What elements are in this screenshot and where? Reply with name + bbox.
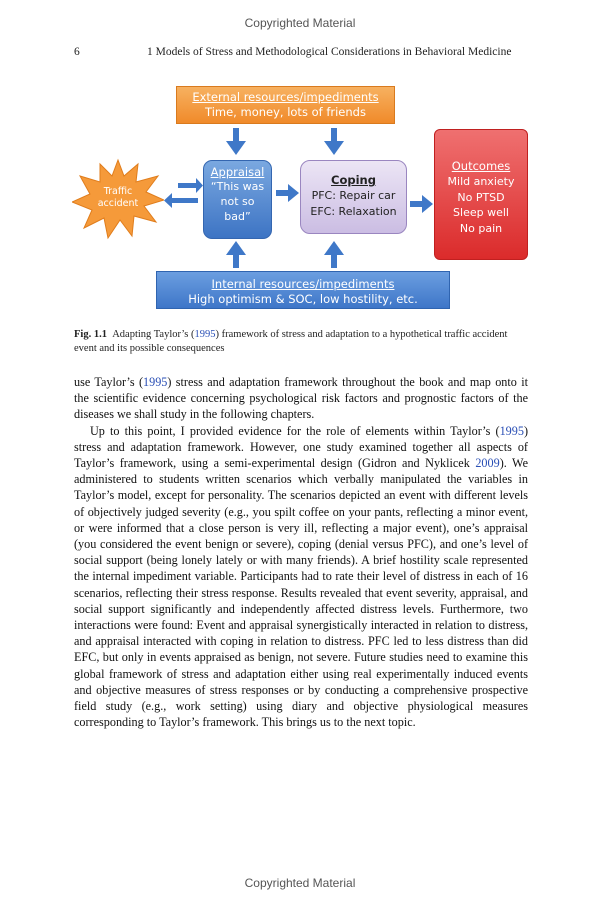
arrow-appraisal-to-coping-head bbox=[288, 184, 299, 202]
external-resources-title: External resources/impediments bbox=[192, 90, 379, 104]
citation-link[interactable]: 2009 bbox=[475, 456, 500, 471]
outcome-item: No pain bbox=[459, 221, 503, 235]
internal-resources-text: High optimism & SOC, low hostility, etc. bbox=[188, 292, 418, 306]
appraisal-line: not so bbox=[220, 195, 255, 208]
arrow-ext-to-coping-head bbox=[324, 141, 344, 155]
figure-1-1 bbox=[0, 80, 600, 320]
copyright-watermark-top: Copyrighted Material bbox=[244, 16, 356, 30]
arrow-ext-to-appraisal-head bbox=[226, 141, 246, 155]
arrow-coping-to-outcomes-head bbox=[422, 195, 433, 213]
citation-link[interactable]: 1995 bbox=[194, 329, 216, 340]
internal-resources-box bbox=[156, 271, 450, 309]
outcomes-title: Outcomes bbox=[451, 159, 511, 173]
citation-link[interactable]: 1995 bbox=[143, 375, 168, 389]
traffic-accident-label: Traffic accident bbox=[97, 186, 139, 209]
appraisal-line: “This was bbox=[210, 180, 265, 193]
internal-resources-title: Internal resources/impediments bbox=[211, 277, 395, 291]
citation-link[interactable]: 1995 bbox=[499, 423, 524, 438]
external-resources-text: Time, money, lots of friends bbox=[205, 105, 366, 119]
coping-line: EFC: Relaxation bbox=[310, 205, 397, 218]
chapter-title: 1 Models of Stress and Methodological Considerations in Behavioral Medicine bbox=[147, 46, 512, 58]
outcome-item: Mild anxiety bbox=[447, 175, 515, 188]
page-number: 6 bbox=[74, 46, 80, 58]
outcomes-box bbox=[434, 129, 528, 260]
arrow-accident-to-appraisal-head bbox=[196, 178, 203, 193]
external-resources-box bbox=[176, 86, 395, 124]
coping-title: Coping bbox=[331, 173, 376, 187]
arrow-appraisal-to-coping-shaft bbox=[276, 190, 290, 196]
arrow-accident-to-appraisal-shaft bbox=[178, 183, 198, 188]
arrow-int-to-appraisal-head bbox=[226, 241, 246, 255]
arrow-int-to-coping-shaft bbox=[331, 254, 337, 268]
copyright-watermark-bottom: Copyrighted Material bbox=[244, 876, 356, 890]
coping-box bbox=[300, 160, 407, 234]
outcome-item: No PTSD bbox=[457, 190, 505, 204]
coping-line: PFC: Repair car bbox=[311, 189, 396, 202]
arrow-ext-to-coping-shaft bbox=[331, 128, 337, 142]
appraisal-line: bad” bbox=[224, 210, 251, 223]
arrow-ext-to-appraisal-shaft bbox=[233, 128, 239, 142]
outcome-item: Sleep well bbox=[453, 206, 509, 219]
arrow-int-to-coping-head bbox=[324, 241, 344, 255]
arrow-appraisal-to-accident-shaft bbox=[170, 198, 198, 203]
figure-caption: Fig. 1.1 Adapting Taylor’s (1995) framework of stress and adaptation to a hypothetical traffic accident event and its possible consequences bbox=[74, 329, 508, 354]
paragraph-1: use Taylor’s (1995) stress and adaptation framework throughout the book and map onto it the scientific evidence concerning psychological risk factors and prognostic factors of the diseases we shall study in the following chapters. bbox=[74, 375, 528, 422]
arrow-int-to-appraisal-shaft bbox=[233, 254, 239, 268]
appraisal-box bbox=[203, 160, 272, 239]
figure-label: Fig. 1.1 bbox=[74, 329, 107, 340]
arrow-coping-to-outcomes-shaft bbox=[410, 201, 424, 207]
paragraph-2: Up to this point, I provided evidence for the role of elements within Taylor’s (1995) stress and adaptation framework. However, one study examined together all aspects of Taylor’s framework, using a semi-experimental design (Gidron and Nyklicek 2009). We administered to students written scenarios which verbally manipulated the variables in Taylor’s model, except for personality. The scenarios depicted an event with different levels of objectively judged severity (e.g., you spilt coffee on your pants, reflecting a minor event, or were informed that a close person is very ill, reflecting a major event), one’s appraisal (you considered the event benign or severe), coping (denial versus PFC), and one’s level of social support (being lonely lately or with many friends). A brief hostility scale represented the internal impediment variable. Participants had to rate their level of distress in each of 16 scenarios, reflecting their stress response. Results revealed that event severity, appraisal, and social support significantly and independently affected distress levels. Furthermore, two interactions were found: Event and appraisal synergistically interacted in relation to distress, and appraisal interacted with coping in relation to distress. PFC led to less distress than did EFC, but only in events appraised as benign, not severe. Future studies need to examine this global framework of stress and adaptation either using real experimentally induced events and objective measures of stress responses or by conducting a comprehensive prospective field study (e.g., work setting) using diary and objective physiological measures corresponding to Taylor’s framework. This brings us to the next topic. bbox=[74, 423, 528, 730]
body-text bbox=[74, 374, 528, 730]
appraisal-title: Appraisal bbox=[210, 165, 265, 179]
arrow-appraisal-to-accident-head bbox=[164, 193, 172, 208]
